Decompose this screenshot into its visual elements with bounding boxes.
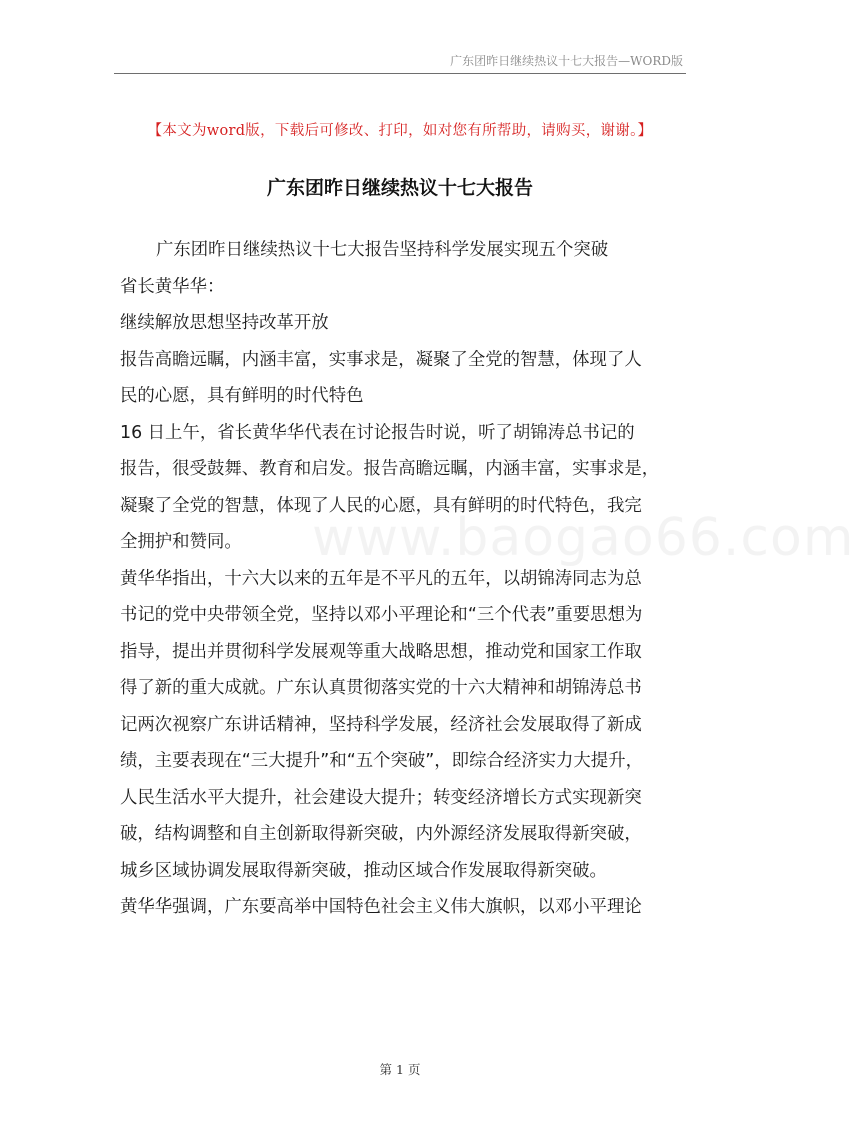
body-line: 广东团昨日继续热议十七大报告坚持科学发展实现五个突破 bbox=[156, 240, 609, 260]
body-line: 报告高瞻远瞩，内涵丰富，实事求是，凝聚了全党的智慧，体现了人 bbox=[120, 349, 642, 370]
body-line: 指导，提出并贯彻科学发展观等重大战略思想，推动党和国家工作取 bbox=[120, 641, 642, 662]
watermark: www.baogao66.com bbox=[312, 508, 854, 568]
body-line: 报告，很受鼓舞、教育和启发。报告高瞻远瞩，内涵丰富，实事求是， bbox=[120, 459, 660, 479]
body-line: 绩，主要表现在“三大提升”和“五个突破”，即综合经济实力大提升， bbox=[120, 751, 643, 771]
body-line: 书记的党中央带领全党，坚持以邓小平理论和“三个代表”重要思想为 bbox=[120, 605, 643, 625]
header-divider bbox=[114, 73, 686, 74]
body-line: 得了新的重大成就。广东认真贯彻落实党的十六大精神和胡锦涛总书 bbox=[120, 678, 642, 698]
body-line: 省长黄华华： bbox=[120, 276, 225, 297]
body-line: 16 日上午，省长黄华华代表在讨论报告时说，听了胡锦涛总书记的 bbox=[120, 422, 635, 443]
body-line: 黄华华指出，十六大以来的五年是不平凡的五年，以胡锦涛同志为总 bbox=[120, 568, 642, 589]
body-line: 民的心愿，具有鲜明的时代特色 bbox=[120, 386, 364, 406]
body-line: 城乡区域协调发展取得新突破，推动区域合作发展取得新突破。 bbox=[120, 860, 607, 881]
page-number: 第 1 页 bbox=[379, 1062, 421, 1077]
body-line: 破，结构调整和自主创新取得新突破，内外源经济发展取得新突破， bbox=[120, 824, 642, 844]
body-line: 黄华华强调，广东要高举中国特色社会主义伟大旗帜，以邓小平理论 bbox=[120, 897, 642, 917]
body-line: 全拥护和赞同。 bbox=[120, 532, 242, 552]
body-line: 记两次视察广东讲话精神，坚持科学发展，经济社会发展取得了新成 bbox=[120, 714, 642, 735]
body-line: 人民生活水平大提升，社会建设大提升；转变经济增长方式实现新突 bbox=[120, 787, 642, 808]
body-line: 继续解放思想坚持改革开放 bbox=[120, 313, 329, 333]
purchase-notice: 【本文为word版，下载后可修改、打印，如对您有所帮助，请购买，谢谢。】 bbox=[147, 123, 653, 139]
running-header: 广东团昨日继续热议十七大报告—WORD版 bbox=[450, 54, 683, 68]
body-line: 凝聚了全党的智慧，体现了人民的心愿，具有鲜明的时代特色，我完 bbox=[120, 495, 642, 516]
document-body bbox=[120, 232, 682, 926]
document-title: 广东团昨日继续热议十七大报告 bbox=[266, 177, 533, 199]
